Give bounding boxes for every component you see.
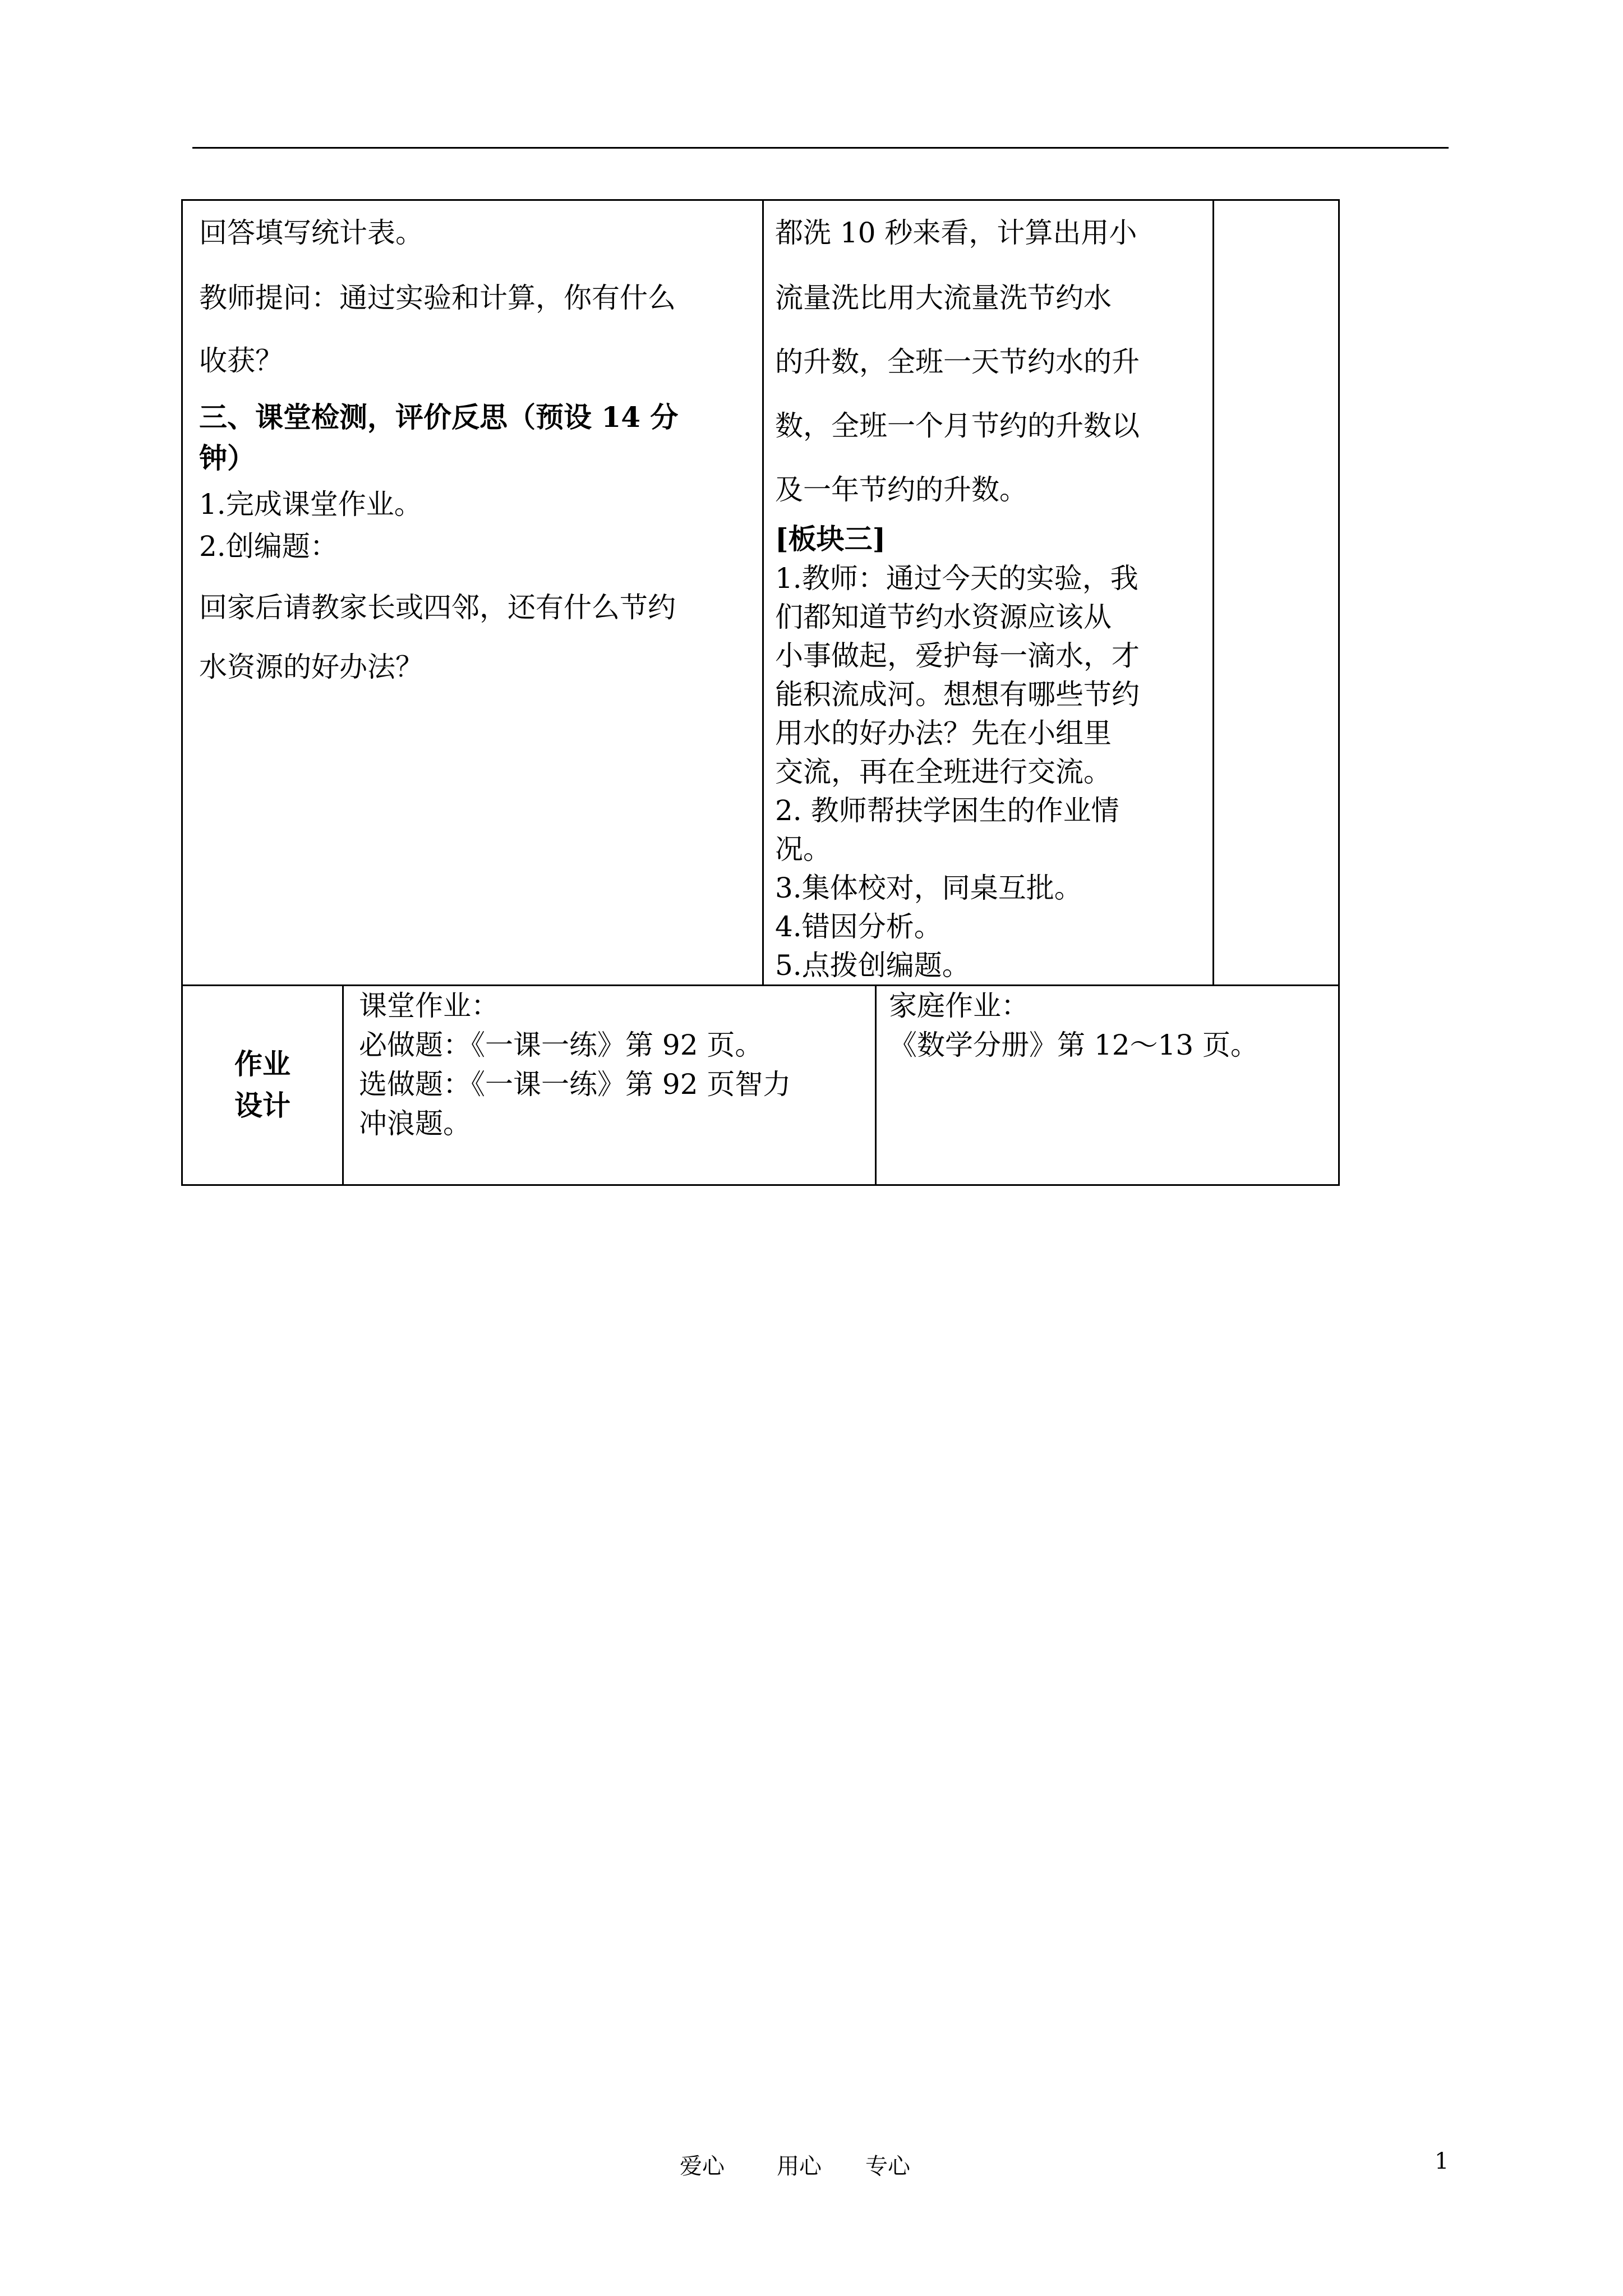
divider-mid-right (1212, 199, 1214, 986)
homework-label-line-2: 设计 (234, 1089, 291, 1122)
left-line-9: 水资源的好办法？ (199, 651, 423, 683)
section-heading-line-2: 钟） (199, 441, 255, 475)
mid-line-9: 小事做起，爱护每一滴水，才 (775, 639, 1140, 672)
header-rule (192, 147, 1449, 149)
left-line-3: 收获？ (199, 344, 283, 377)
mid-line-12: 交流，再在全班进行交流。 (775, 756, 1112, 788)
mid-line-16: 4.错因分析。 (775, 910, 942, 943)
page-number: 1 (1435, 2148, 1449, 2174)
homework-label (181, 1043, 344, 1126)
mid-line-11: 用水的好办法？先在小组里 (775, 717, 1112, 749)
mid-line-7: 1.教师：通过今天的实验，我 (775, 562, 1138, 595)
section-heading-line-1: 三、课堂检测，评价反思（预设 14 分 (199, 401, 679, 434)
optional-exercise-line-2: 冲浪题。 (359, 1107, 471, 1140)
home-homework (889, 986, 1332, 1065)
home-homework-task: 《数学分册》第 12～13 页。 (889, 1029, 1259, 1061)
mid-line-15: 3.集体校对，同桌互批。 (775, 872, 1082, 904)
mid-line-4: 数，全班一个月节约的升数以 (775, 409, 1140, 442)
mid-line-17: 5.点拨创编题。 (775, 949, 970, 982)
mid-line-13: 2. 教师帮扶学困生的作业情 (775, 794, 1119, 827)
left-line-8: 回家后请教家长或四邻，还有什么节约 (199, 591, 676, 624)
mid-line-2: 流量洗比用大流量洗节约水 (775, 282, 1112, 314)
mid-line-14: 况。 (775, 833, 831, 866)
block-three-heading: [板块三] (775, 522, 886, 555)
mid-line-3: 的升数，全班一天节约水的升 (775, 346, 1140, 378)
home-homework-title: 家庭作业： (889, 990, 1029, 1022)
mid-line-8: 们都知道节约水资源应该从 (775, 601, 1112, 633)
footer-motto-3: 专心 (865, 2154, 910, 2179)
divider-homework-columns (875, 984, 877, 1186)
mid-line-1: 都洗 10 秒来看，计算出用小 (775, 217, 1137, 249)
optional-exercise-line-1: 选做题：《一课一练》第 92 页智力 (359, 1068, 791, 1101)
divider-left-mid (762, 199, 764, 986)
mid-line-5: 及一年节约的升数。 (775, 473, 1027, 506)
mid-line-10: 能积流成河。想想有哪些节约 (775, 678, 1140, 711)
left-line-1: 回答填写统计表。 (199, 217, 423, 249)
required-exercise: 必做题：《一课一练》第 92 页。 (359, 1029, 763, 1061)
classroom-homework-title: 课堂作业： (359, 990, 499, 1022)
footer-motto-2: 用心 (777, 2154, 822, 2179)
footer-motto-1: 爱心 (680, 2154, 725, 2179)
left-line-6: 1.完成课堂作业。 (199, 488, 422, 521)
left-line-2: 教师提问：通过实验和计算，你有什么 (199, 282, 676, 314)
classroom-homework (359, 986, 869, 1143)
left-line-7: 2.创编题： (199, 530, 338, 563)
homework-label-line-1: 作业 (234, 1047, 291, 1080)
